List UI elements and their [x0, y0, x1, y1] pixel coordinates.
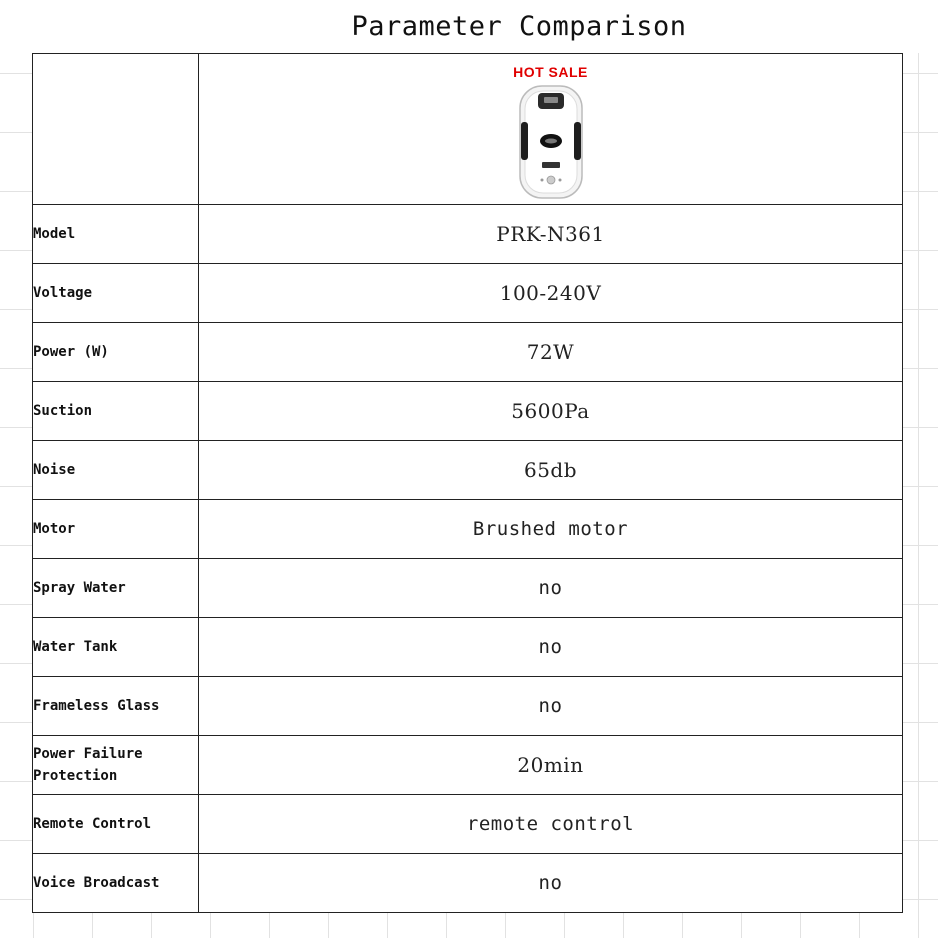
row-value: no [199, 559, 903, 618]
window-cleaning-robot-icon [518, 84, 584, 200]
row-value: PRK-N361 [199, 205, 903, 264]
table-row [33, 441, 903, 500]
row-label: Power Failure Protection [33, 736, 199, 795]
row-label: Power (W) [33, 323, 199, 382]
row-value: remote control [199, 795, 903, 854]
hot-sale-badge: HOT SALE [513, 64, 588, 80]
table-row [33, 736, 903, 795]
row-label: Suction [33, 382, 199, 441]
parameter-table [32, 53, 903, 913]
table-row [33, 795, 903, 854]
table-row [33, 677, 903, 736]
page-title: Parameter Comparison [0, 0, 938, 53]
table-row [33, 559, 903, 618]
empty-header-cell [33, 54, 199, 205]
row-value: Brushed motor [199, 500, 903, 559]
row-value: 72W [199, 323, 903, 382]
row-label: Noise [33, 441, 199, 500]
row-label: Motor [33, 500, 199, 559]
row-label: Water Tank [33, 618, 199, 677]
row-value: 100-240V [199, 264, 903, 323]
table-row [33, 854, 903, 913]
table-row [33, 382, 903, 441]
row-value: 20min [199, 736, 903, 795]
row-value: no [199, 618, 903, 677]
product-image-cell [199, 54, 903, 205]
product-image-row [33, 54, 903, 205]
row-label: Spray Water [33, 559, 199, 618]
row-label: Voltage [33, 264, 199, 323]
table-row [33, 618, 903, 677]
row-value: no [199, 677, 903, 736]
table-row [33, 264, 903, 323]
table-row [33, 500, 903, 559]
row-label: Remote Control [33, 795, 199, 854]
row-value: 65db [199, 441, 903, 500]
row-value: no [199, 854, 903, 913]
row-label: Model [33, 205, 199, 264]
row-label: Frameless Glass [33, 677, 199, 736]
row-label: Voice Broadcast [33, 854, 199, 913]
row-value: 5600Pa [199, 382, 903, 441]
table-row [33, 323, 903, 382]
table-row [33, 205, 903, 264]
